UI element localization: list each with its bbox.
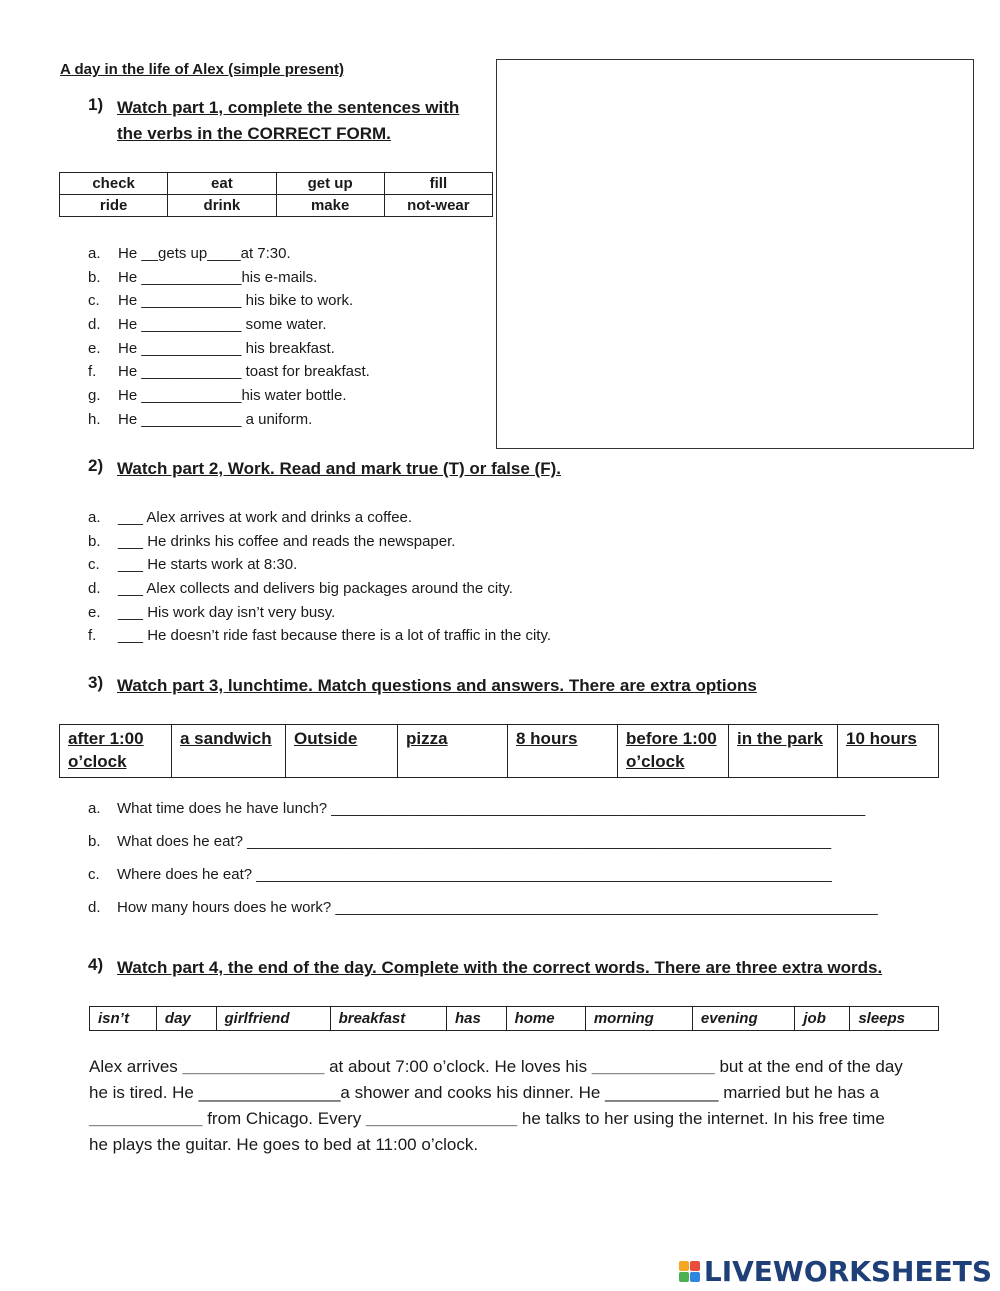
answer-option[interactable]	[729, 725, 838, 778]
list-item[interactable]	[88, 337, 488, 361]
section-number: 2)	[88, 456, 104, 475]
option-line: after 1:00	[68, 729, 144, 748]
word-cell[interactable]: has	[446, 1007, 506, 1031]
document-title: A day in the life of Alex (simple present)	[60, 61, 344, 78]
option-line: a sandwich	[180, 729, 272, 748]
section-number: 4)	[88, 955, 104, 974]
item-letter: d.	[88, 580, 101, 598]
item-text: ___ He starts work at 8:30.	[118, 556, 298, 574]
item-text: He ____________ his bike to work.	[118, 292, 354, 310]
word-cell[interactable]: sleeps	[850, 1007, 939, 1031]
answer-blank[interactable]: ____________	[89, 1109, 203, 1128]
word-cell[interactable]: breakfast	[330, 1007, 446, 1031]
word-bank-table	[89, 1006, 939, 1031]
list-item[interactable]	[88, 242, 488, 266]
section-2-statements	[88, 506, 888, 648]
list-item[interactable]	[88, 313, 488, 337]
logo-text: LIVEWORKSHEETS	[703, 1254, 992, 1288]
section-3-heading-text: Watch part 3, lunchtime. Match questions and answers. There are extra options	[117, 676, 757, 695]
list-item[interactable]	[88, 384, 488, 408]
answer-option[interactable]	[286, 725, 398, 778]
word-cell[interactable]: job	[795, 1007, 850, 1031]
option-line: o’clock	[626, 752, 685, 771]
list-item[interactable]	[88, 601, 888, 625]
item-letter: f.	[88, 627, 97, 645]
logo-mark-icon	[679, 1261, 700, 1282]
answer-option[interactable]	[172, 725, 286, 778]
word-cell[interactable]: isn’t	[90, 1007, 157, 1031]
item-letter: f.	[88, 363, 97, 381]
answer-option[interactable]	[60, 725, 172, 778]
item-text: What does he eat? ______________________________________________________________________	[117, 833, 832, 850]
answer-option[interactable]	[398, 725, 508, 778]
section-2-heading	[88, 456, 888, 482]
item-letter: a.	[88, 509, 101, 526]
video-placeholder[interactable]	[496, 59, 974, 449]
list-item[interactable]	[88, 577, 888, 601]
section-number: 1)	[88, 95, 104, 114]
list-item[interactable]	[88, 624, 888, 648]
section-1-heading-line1: Watch part 1, complete the sentences with	[117, 98, 460, 117]
section-1-heading-line2: the verbs in the CORRECT FORM.	[117, 124, 391, 143]
paragraph-text: at about 7:00 o’clock. He loves his	[324, 1057, 592, 1076]
list-item[interactable]	[88, 553, 888, 577]
word-cell[interactable]: day	[156, 1007, 216, 1031]
paragraph-line: he plays the guitar. He goes to bed at 11:00 o’clock.	[89, 1135, 479, 1154]
item-text: ___ His work day isn’t very busy.	[118, 603, 336, 621]
section-2-heading-text: Watch part 2, Work. Read and mark true (T) or false (F).	[117, 459, 561, 478]
verb-cell: fill	[384, 173, 492, 195]
item-letter: d.	[88, 899, 101, 916]
verb-cell: check	[60, 173, 168, 195]
gap-fill-paragraph	[89, 1054, 949, 1158]
item-text: How many hours does he work? _________________________________________________________________	[117, 899, 878, 916]
liveworksheets-logo	[679, 1255, 992, 1287]
answer-options-table	[59, 724, 939, 778]
option-line: before 1:00	[626, 729, 717, 748]
item-letter: b.	[88, 532, 101, 550]
list-item[interactable]	[88, 800, 938, 833]
list-item[interactable]	[88, 899, 938, 932]
item-letter: e.	[88, 339, 101, 357]
item-text: ___ Alex collects and delivers big packages around the city.	[118, 580, 513, 598]
list-item[interactable]	[88, 408, 488, 432]
paragraph-text: Alex arrives	[89, 1057, 183, 1076]
item-text: Where does he eat? _____________________________________________________________________	[117, 866, 832, 883]
paragraph-line	[89, 1054, 949, 1080]
section-3-heading	[88, 673, 948, 699]
section-4-heading-text: Watch part 4, the end of the day. Complete with the correct words. There are three extra words.	[117, 958, 883, 977]
list-item[interactable]	[88, 506, 888, 530]
section-1-heading	[88, 95, 488, 151]
item-letter: c.	[88, 292, 100, 310]
paragraph-line: he is tired. He _______________a shower and cooks his dinner. He ____________ married but he has a	[89, 1083, 880, 1102]
item-text: ___ He doesn’t ride fast because there is a lot of traffic in the city.	[118, 627, 552, 645]
answer-blank[interactable]: _____________	[591, 1057, 715, 1076]
logo-mark-tile	[679, 1272, 689, 1282]
item-letter: a.	[88, 800, 101, 817]
list-item[interactable]	[88, 266, 488, 290]
paragraph-line	[89, 1106, 949, 1132]
option-line: Outside	[294, 729, 358, 748]
section-3-questions	[88, 800, 938, 932]
item-letter: h.	[88, 410, 101, 428]
item-text: ___ Alex arrives at work and drinks a coffee.	[118, 509, 413, 526]
list-item[interactable]	[88, 289, 488, 313]
word-cell[interactable]: girlfriend	[216, 1007, 330, 1031]
list-item[interactable]	[88, 360, 488, 384]
word-cell[interactable]: morning	[585, 1007, 692, 1031]
option-line: in the park	[737, 729, 823, 748]
verb-cell: drink	[168, 195, 276, 217]
paragraph-text: from Chicago. Every	[202, 1109, 366, 1128]
paragraph-text: but at the end of the day	[714, 1057, 903, 1076]
item-text: He ____________his e-mails.	[118, 268, 318, 286]
word-cell[interactable]: evening	[692, 1007, 794, 1031]
item-text: ___ He drinks his coffee and reads the newspaper.	[118, 532, 456, 550]
verb-bank-table	[59, 172, 493, 217]
verb-cell: not-wear	[384, 195, 492, 217]
word-cell[interactable]: home	[506, 1007, 585, 1031]
verb-cell: eat	[168, 173, 276, 195]
item-letter: d.	[88, 316, 101, 334]
item-text: He ____________ his breakfast.	[118, 339, 335, 357]
item-text: He ____________ a uniform.	[118, 410, 313, 428]
item-letter: c.	[88, 866, 100, 883]
section-1-sentences	[88, 242, 488, 432]
item-text: He __gets up____at 7:30.	[118, 245, 291, 262]
item-letter: e.	[88, 603, 101, 621]
logo-mark-tile	[690, 1261, 700, 1271]
list-item[interactable]	[88, 866, 938, 899]
option-line: pizza	[406, 729, 448, 748]
option-line: o’clock	[68, 752, 127, 771]
item-letter: b.	[88, 268, 101, 286]
answer-option[interactable]	[838, 725, 939, 778]
verb-cell: get up	[276, 173, 384, 195]
answer-option[interactable]	[618, 725, 729, 778]
verb-cell: make	[276, 195, 384, 217]
section-4-heading	[88, 955, 968, 981]
item-text: He ____________his water bottle.	[118, 387, 347, 405]
answer-blank[interactable]: _______________	[182, 1057, 325, 1076]
logo-mark-tile	[679, 1261, 689, 1271]
item-letter: g.	[88, 387, 101, 405]
verb-cell: ride	[60, 195, 168, 217]
item-text: What time does he have lunch? ________________________________________________________________	[117, 800, 866, 817]
paragraph-text: he talks to her using the internet. In his free time	[517, 1109, 885, 1128]
item-letter: c.	[88, 556, 100, 574]
answer-blank[interactable]: ________________	[365, 1109, 518, 1128]
item-text: He ____________ some water.	[118, 316, 327, 334]
item-text: He ____________ toast for breakfast.	[118, 363, 370, 381]
option-line: 10 hours	[846, 729, 917, 748]
section-number: 3)	[88, 673, 104, 692]
item-letter: a.	[88, 245, 101, 262]
list-item[interactable]	[88, 833, 938, 866]
list-item[interactable]	[88, 530, 888, 554]
logo-mark-tile	[690, 1272, 700, 1282]
option-line: 8 hours	[516, 729, 578, 748]
item-letter: b.	[88, 833, 101, 850]
answer-option[interactable]	[508, 725, 618, 778]
